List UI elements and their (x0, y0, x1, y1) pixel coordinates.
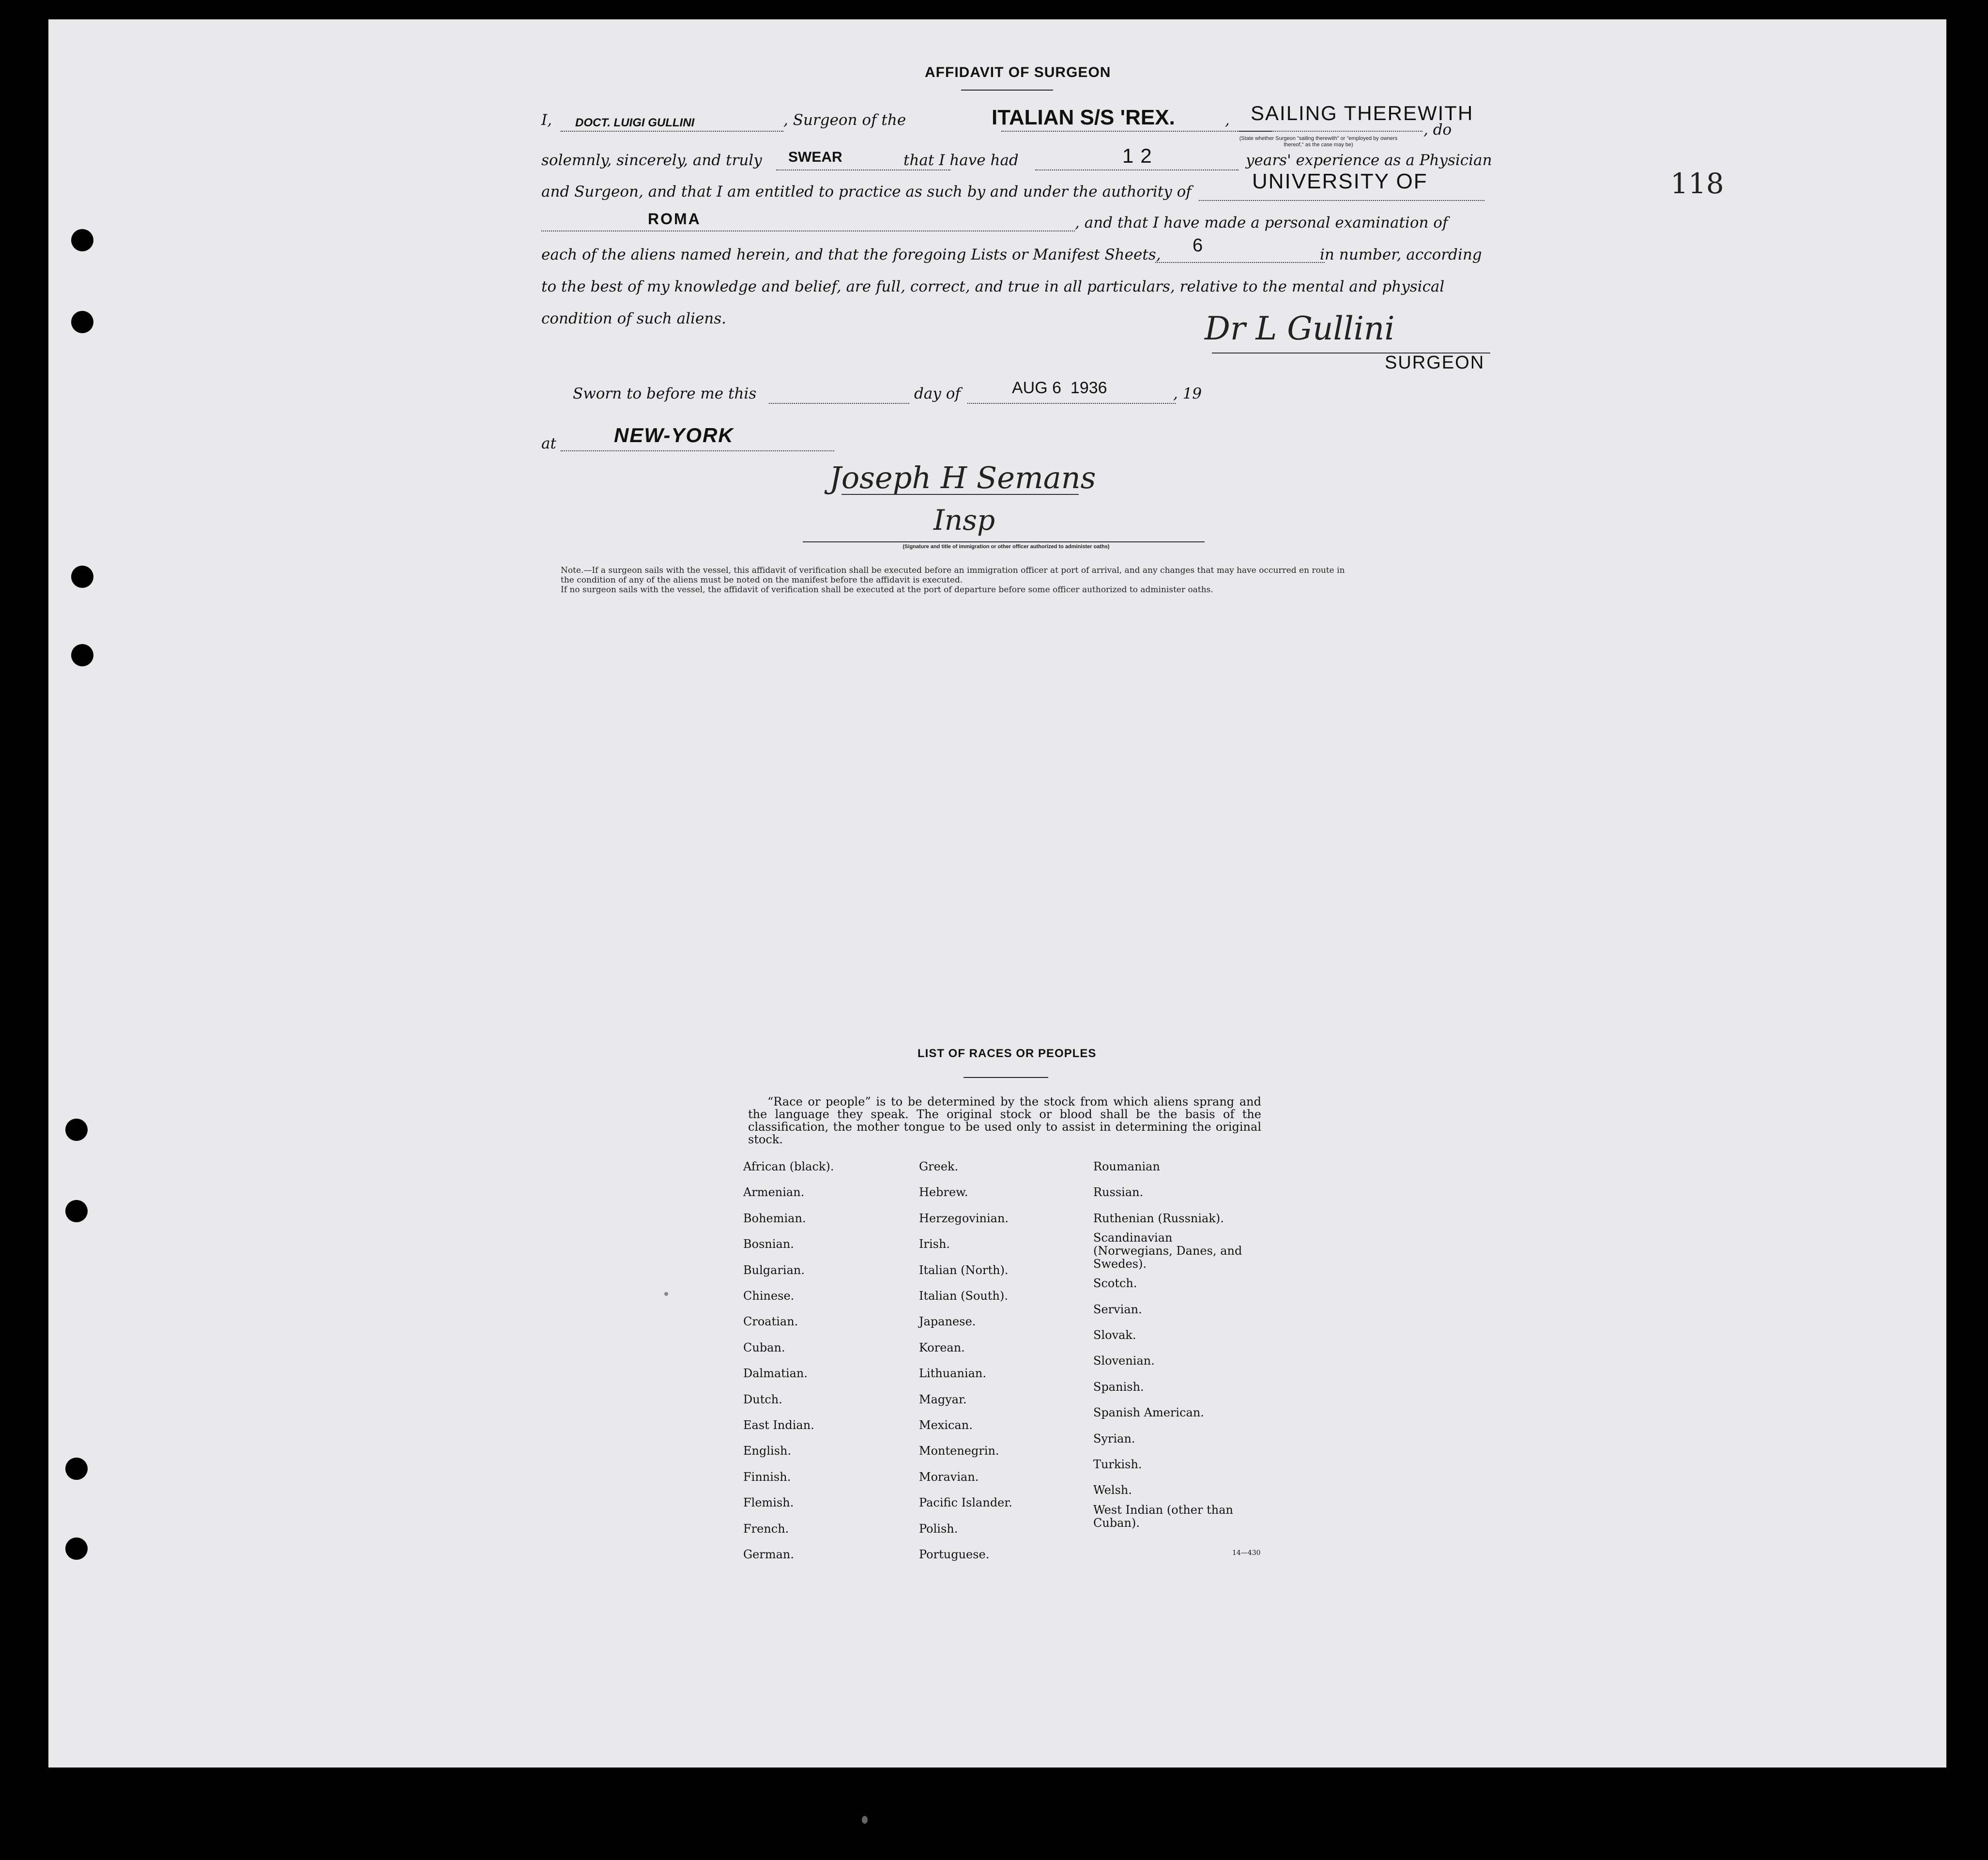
race-item: Moravian. (919, 1470, 979, 1484)
authority-field: UNIVERSITY OF (1252, 169, 1428, 193)
race-item: Russian. (1093, 1185, 1144, 1199)
punch-hole (65, 1458, 88, 1480)
affidavit-text: Sworn to before me this (573, 385, 757, 402)
affidavit-text: day of (914, 385, 961, 402)
race-item: Servian. (1093, 1302, 1142, 1316)
race-item: Armenian. (743, 1185, 805, 1199)
race-item: Spanish American. (1093, 1406, 1204, 1420)
punch-hole (65, 1200, 88, 1222)
status-field: SAILING THEREWITH (1251, 102, 1474, 124)
race-item: Mexican. (919, 1418, 973, 1432)
race-item: Spanish. (1093, 1380, 1144, 1394)
affidavit-text: , and that I have made a personal examination of (1075, 214, 1448, 231)
affidavit-note-1: Note.—If a surgeon sails with the vessel, this affidavit of verification shall be executed before an immigration officer at port of arrival, and any changes that may have occurred en route in (561, 566, 1345, 575)
affidavit-text: to the best of my knowledge and belief, are full, correct, and true in all particulars, relative to the mental and physical (541, 278, 1445, 295)
race-item: Croatian. (743, 1315, 798, 1329)
race-item: West Indian (other than Cuban). (1093, 1503, 1233, 1530)
affidavit-note-3: If no surgeon sails with the vessel, the affidavit of verification shall be executed at the port of departure before some officer authorized to administer oaths. (561, 585, 1213, 595)
races-title: LIST OF RACES OR PEOPLES (918, 1047, 1097, 1060)
punch-hole (71, 644, 93, 666)
officer-caption: (Signature and title of immigration or other officer authorized to administer oaths) (902, 544, 1110, 550)
place-field: NEW-YORK (614, 424, 734, 446)
race-item: Roumanian (1093, 1160, 1160, 1173)
vessel-field: ITALIAN S/S 'REX. (992, 106, 1175, 129)
race-item: Magyar. (919, 1392, 967, 1406)
punch-hole (71, 311, 93, 333)
affidavit-text: and Surgeon, and that I am entitled to practice as such by and under the authority of (541, 183, 1192, 200)
affidavit-text: each of the aliens named herein, and that the foregoing Lists or Manifest Sheets, (541, 246, 1161, 263)
race-item: Japanese. (919, 1315, 976, 1329)
race-item: Welsh. (1093, 1483, 1132, 1497)
race-item: Turkish. (1093, 1458, 1142, 1472)
race-item: Scandinavian (Norwegians, Danes, and Swedes). (1093, 1231, 1242, 1271)
affidavit-text: condition of such aliens. (541, 310, 727, 327)
race-item: Pacific Islander. (919, 1496, 1012, 1510)
race-item: East Indian. (743, 1418, 814, 1432)
race-item: Slovak. (1093, 1328, 1136, 1342)
race-item: Flemish. (743, 1496, 794, 1510)
races-title-underline (963, 1077, 1048, 1078)
race-item: German. (743, 1548, 794, 1562)
specks (862, 1816, 868, 1824)
surgeon-signature: Dr L Gullini (1205, 310, 1395, 347)
affidavit-text: , Surgeon of the (783, 111, 906, 129)
race-item: Bohemian. (743, 1211, 806, 1225)
race-item: Italian (South). (919, 1289, 1008, 1303)
specks (664, 1292, 668, 1296)
affidavit-text: , 19 (1173, 385, 1202, 402)
race-item: Greek. (919, 1160, 959, 1173)
affidavit-text: solemnly, sincerely, and truly (541, 152, 762, 169)
status-hint: (State whether Surgeon "sailing therewith" or "employed by owners thereof," as the case may be) (1239, 136, 1398, 148)
race-item: Irish. (919, 1237, 950, 1251)
race-item: Italian (North). (919, 1263, 1009, 1277)
sheets-field: 6 (1193, 235, 1203, 256)
race-item: Cuban. (743, 1340, 785, 1354)
affidavit-text: years' experience as a Physician (1246, 152, 1492, 169)
affidavit-body: I, DOCT. LUIGI GULLINI , Surgeon of the ITALIAN S/S 'REX. , SAILING THEREWITH , do (State whether Surgeon "sailing therewith" or "employed by owners thereof," as the case may be) solemnly, sincerely, and truly SWEAR that I have had 12 years' experience as a Physician and Surgeon, and that I am entitled to practice as such by and under the authority of UNIVERSITY OF ROMA , and that I have made a personal examination of each of the aliens named herein, and that the foregoing Lists or Manifest Sheets, 6 in number, according to the best of my knowledge and belief, are full, correct, and true in all particulars, relative to the mental and physical condition of such aliens. Dr L Gullini SURGEON Sworn to before me this day of AUG 6 1936 , 19 at NEW-YORK Joseph H Semans Insp (Signature and title of immigration or other officer authorized to administer oaths) (541, 102, 1492, 550)
race-item: Herzegovinian. (919, 1211, 1009, 1225)
race-item: Scotch. (1093, 1276, 1137, 1291)
page-number: 118 (1670, 167, 1724, 200)
race-item: Ruthenian (Russniak). (1093, 1211, 1224, 1225)
officer-title-signature: Insp (933, 504, 995, 537)
affidavit-text: , do (1423, 121, 1452, 138)
races-column-2 (919, 1154, 1012, 1568)
affidavit-text: at (541, 435, 556, 452)
affidavit-note-2: the condition of any of the aliens must be noted on the manifest before the affidavit is executed. (561, 575, 963, 585)
race-item: Bosnian. (743, 1237, 794, 1251)
race-item: Finnish. (743, 1470, 791, 1484)
form-code: 14—430 (1232, 1549, 1261, 1557)
race-item: Dutch. (743, 1392, 782, 1406)
surgeon-label: SURGEON (1385, 353, 1485, 373)
race-item: Lithuanian. (919, 1367, 987, 1381)
sworn-date-stamp: AUG 6 1936 (1012, 379, 1107, 397)
affidavit-text: that I have had (903, 152, 1019, 169)
years-field: 12 (1122, 144, 1159, 167)
race-item: Bulgarian. (743, 1263, 805, 1277)
punch-hole (65, 1537, 88, 1560)
affidavit-text: in number, according (1320, 246, 1482, 263)
race-item: African (black). (743, 1160, 834, 1173)
punch-hole (65, 1119, 88, 1141)
race-item: French. (743, 1522, 789, 1536)
races-intro: “Race or people” is to be determined by the stock from which aliens sprang and the language they speak. The original stock or blood shall be the basis of the classification, the mother tongue to be used only to assist in determining the original stock. (748, 1095, 1261, 1146)
races-column-1 (743, 1154, 834, 1568)
race-item: Slovenian. (1093, 1354, 1155, 1368)
authority-field-cont: ROMA (648, 210, 701, 228)
race-item: Syrian. (1093, 1431, 1135, 1445)
affidavit-text: I, (541, 111, 552, 129)
races-column-3 (1093, 1154, 1253, 1530)
race-item: Dalmatian. (743, 1367, 808, 1381)
officer-signature: Joseph H Semans (829, 460, 1096, 495)
race-item: Hebrew. (919, 1185, 968, 1199)
punch-hole (71, 229, 93, 251)
race-item: English. (743, 1444, 792, 1458)
race-item: Korean. (919, 1340, 965, 1354)
race-item: Portuguese. (919, 1548, 990, 1562)
oath-field: SWEAR (788, 149, 842, 165)
punch-hole (71, 566, 93, 588)
race-item: Polish. (919, 1522, 958, 1536)
affidavit-title: AFFIDAVIT OF SURGEON (925, 64, 1111, 80)
race-item: Chinese. (743, 1289, 795, 1303)
race-item: Montenegrin. (919, 1444, 999, 1458)
surgeon-name-field: DOCT. LUIGI GULLINI (575, 116, 695, 129)
